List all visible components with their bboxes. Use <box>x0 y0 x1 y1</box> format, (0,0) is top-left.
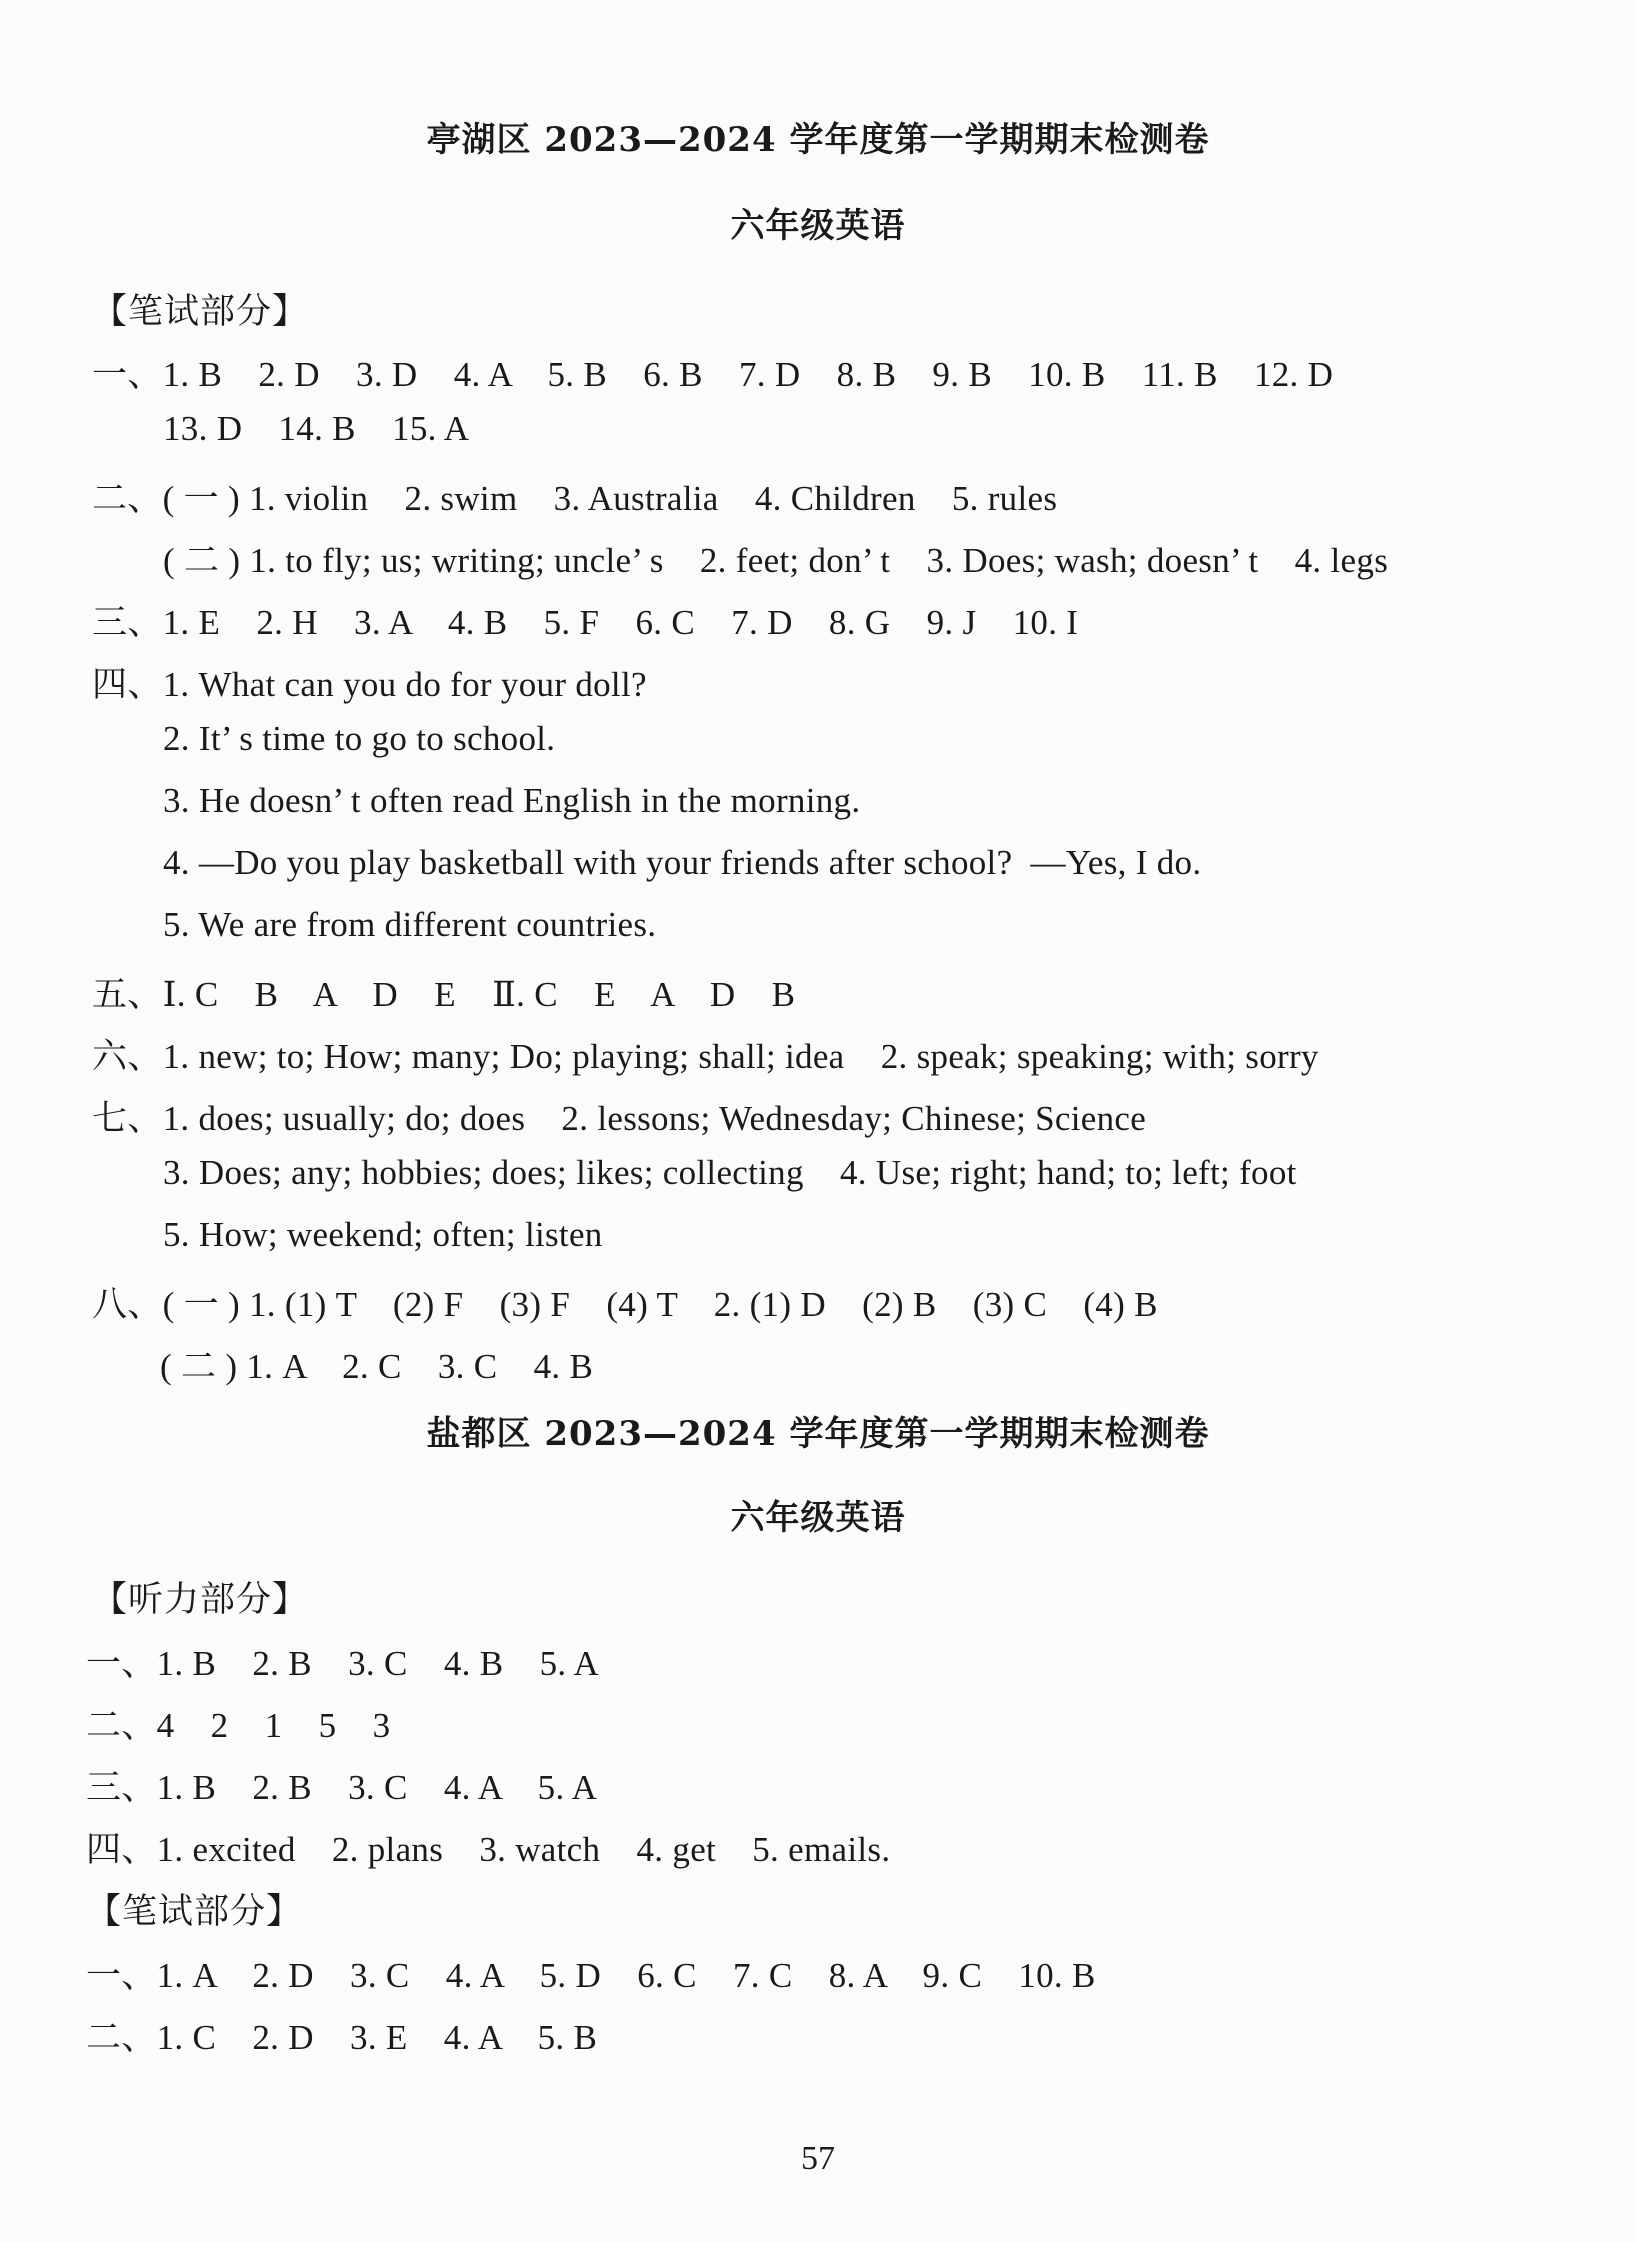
page-number: 57 <box>801 2140 835 2177</box>
answer-line: 13. D 14. B 15. A <box>163 409 470 448</box>
section-written-yandu: 【笔试部分】 <box>86 1892 303 1931</box>
exam-subtitle-yandu: 六年级英语 <box>730 1498 906 1538</box>
answer-line: 六、1. new; to; How; many; Do; playing; shall; idea 2. speak; speaking; with; sorry <box>92 1037 1319 1076</box>
exam-title-yandu: 盐都区 2023—2024 学年度第一学期期末检测卷 <box>426 1414 1210 1454</box>
answer-line: 一、1. B 2. B 3. C 4. B 5. A <box>86 1644 600 1683</box>
answer-line: 3. Does; any; hobbies; does; likes; collecting 4. Use; right; hand; to; left; foot <box>163 1153 1297 1192</box>
answer-line: 2. It’ s time to go to school. <box>163 719 556 758</box>
answer-line: 八、( 一 ) 1. (1) T (2) F (3) F (4) T 2. (1) D (2) B (3) C (4) B <box>92 1285 1158 1324</box>
exam-subtitle-tinghu: 六年级英语 <box>730 206 906 246</box>
answer-line: 二、1. C 2. D 3. E 4. A 5. B <box>86 2018 598 2057</box>
answer-line: 二、( 一 ) 1. violin 2. swim 3. Australia 4. Children 5. rules <box>92 479 1058 518</box>
answer-line: 四、1. excited 2. plans 3. watch 4. get 5. emails. <box>86 1830 891 1869</box>
answer-line: 一、1. A 2. D 3. C 4. A 5. D 6. C 7. C 8. A 9. C 10. B <box>86 1956 1096 1995</box>
answer-line: 4. —Do you play basketball with your friends after school? —Yes, I do. <box>163 843 1202 882</box>
answer-line: ( 二 ) 1. to fly; us; writing; uncle’ s 2. feet; don’ t 3. Does; wash; doesn’ t 4. legs <box>163 541 1389 580</box>
answer-line: ( 二 ) 1. A 2. C 3. C 4. B <box>160 1347 594 1386</box>
exam-title-tinghu: 亭湖区 2023—2024 学年度第一学期期末检测卷 <box>426 120 1210 160</box>
answer-line: 3. He doesn’ t often read English in the morning. <box>163 781 861 820</box>
answer-line: 四、1. What can you do for your doll? <box>92 665 647 704</box>
answer-line: 一、1. B 2. D 3. D 4. A 5. B 6. B 7. D 8. B 9. B 10. B 11. B 12. D <box>92 355 1334 394</box>
answer-line: 5. We are from different countries. <box>163 905 657 944</box>
answer-line: 三、1. E 2. H 3. A 4. B 5. F 6. C 7. D 8. G 9. J 10. I <box>92 603 1079 642</box>
answer-line: 七、1. does; usually; do; does 2. lessons; Wednesday; Chinese; Science <box>92 1099 1147 1138</box>
answer-line: 三、1. B 2. B 3. C 4. A 5. A <box>86 1768 598 1807</box>
section-written-tinghu: 【笔试部分】 <box>92 292 309 331</box>
section-listening-yandu: 【听力部分】 <box>92 1580 309 1619</box>
answer-line: 5. How; weekend; often; listen <box>163 1215 603 1254</box>
answer-line: 五、Ⅰ. C B A D E Ⅱ. C E A D B <box>92 975 796 1014</box>
answer-line: 二、4 2 1 5 3 <box>86 1706 391 1745</box>
